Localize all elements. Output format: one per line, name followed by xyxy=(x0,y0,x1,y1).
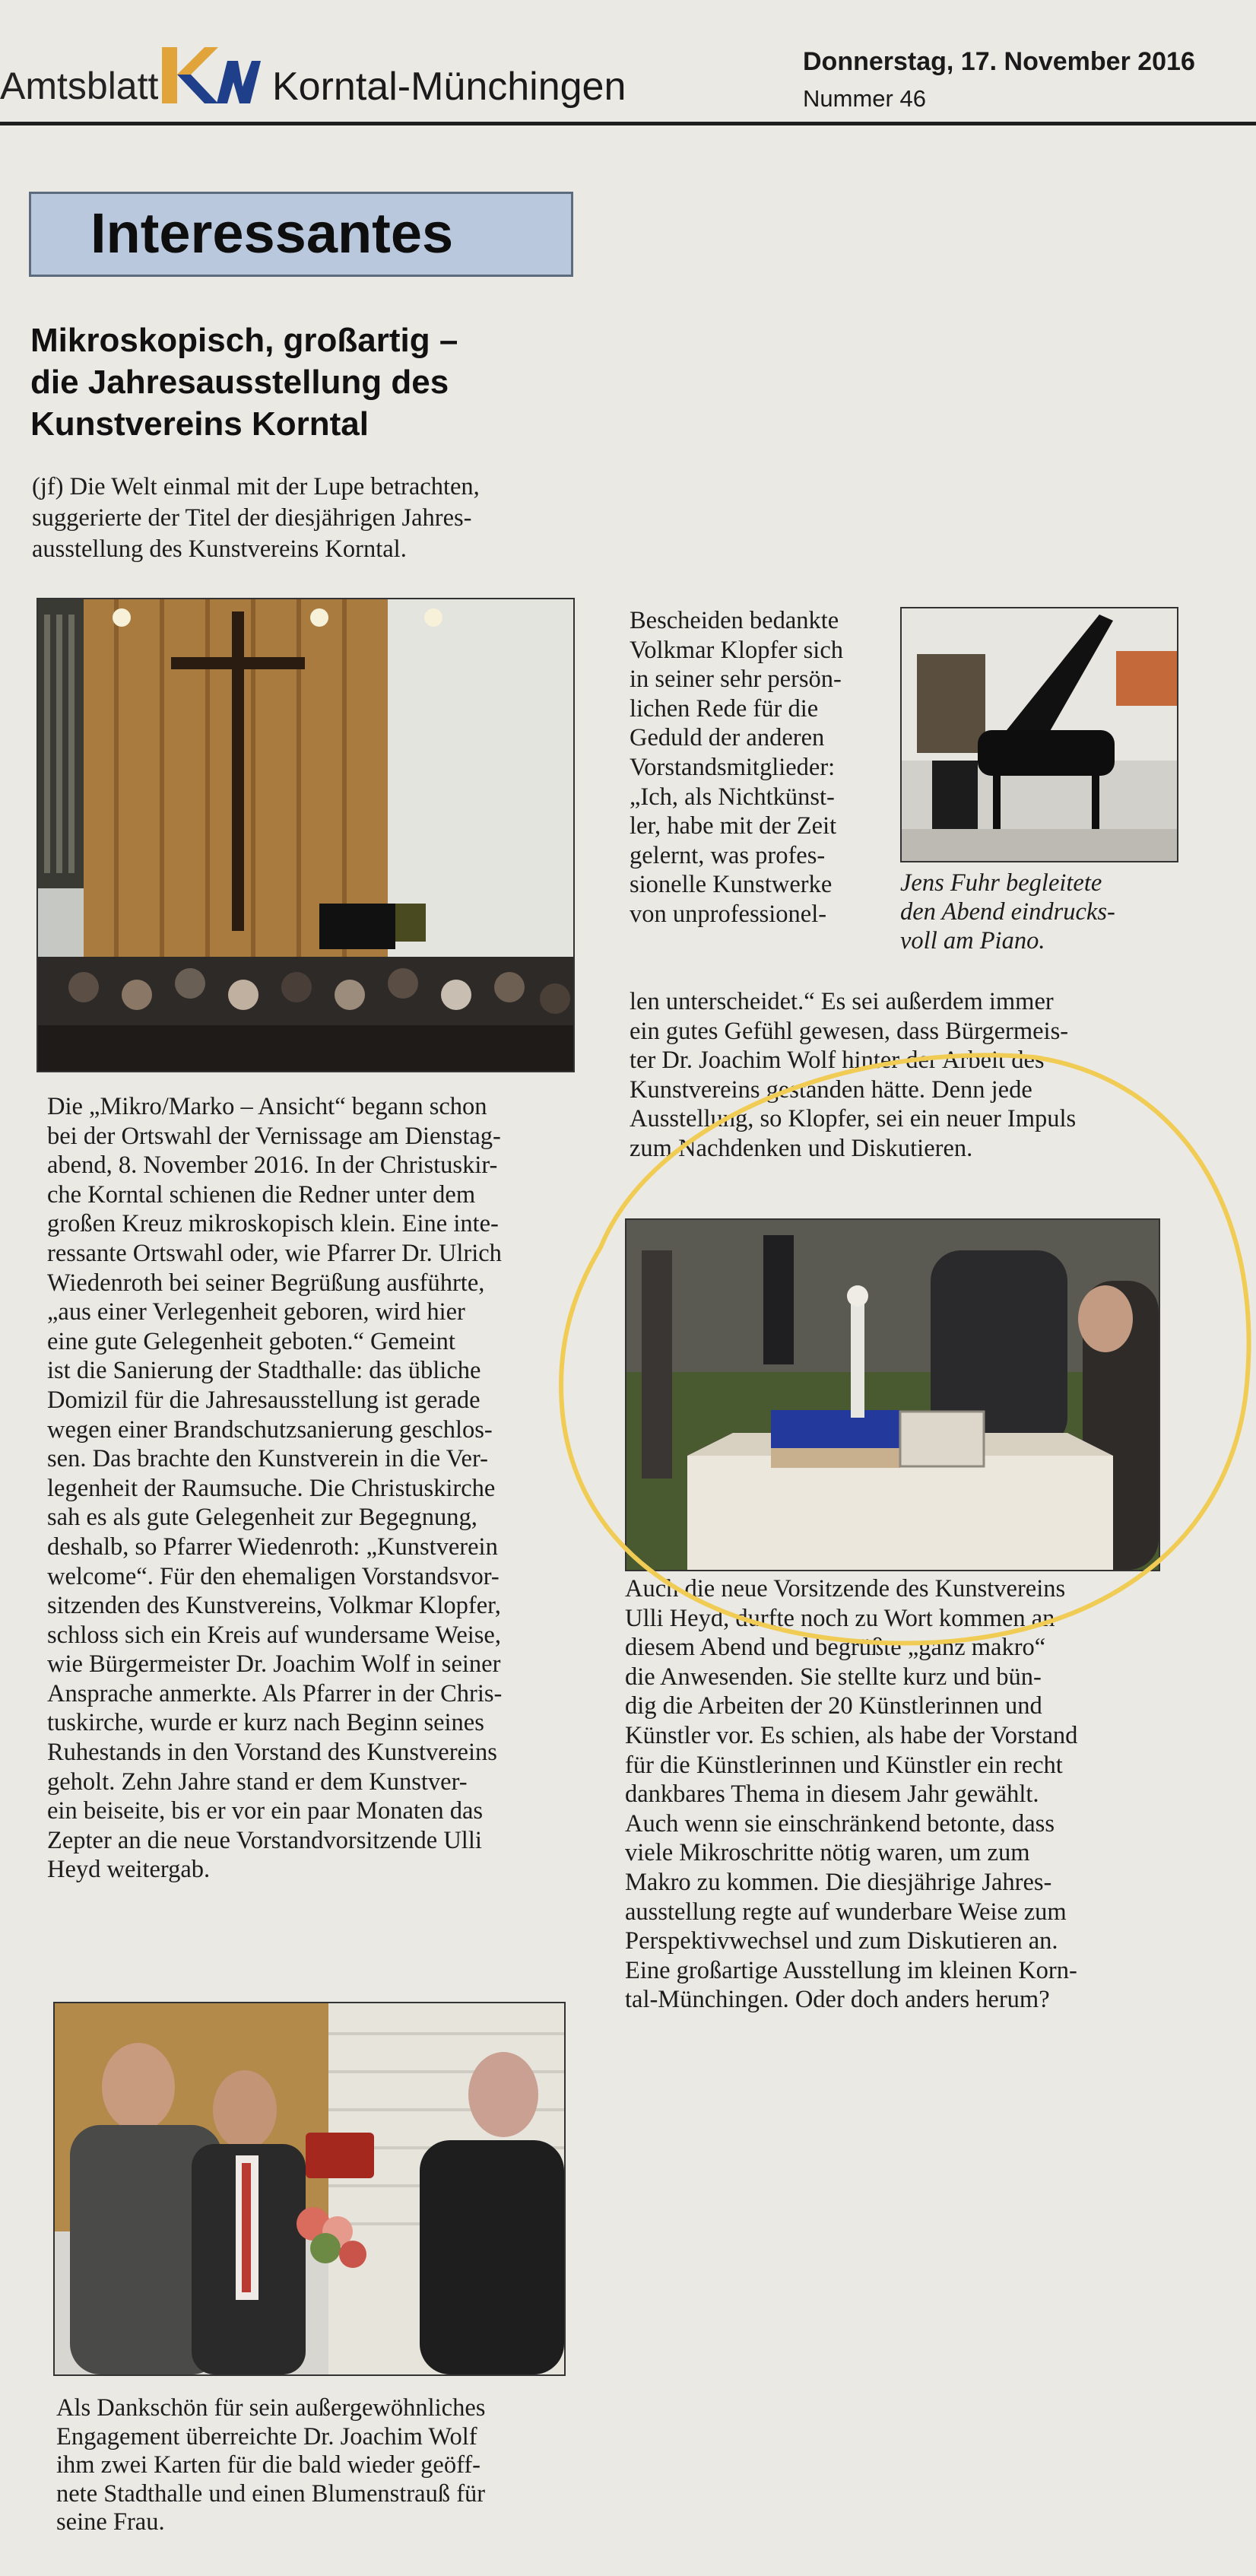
text-line: in seiner sehr persön- xyxy=(630,665,842,694)
intro-line: ausstellung des Kunstvereins Korntal. xyxy=(32,535,407,563)
text-line: für die Künstlerinnen und Künstler ein recht xyxy=(625,1751,1063,1779)
text-line: großen Kreuz mikroskopisch klein. Eine inte- xyxy=(47,1210,499,1238)
caption-line: den Abend eindrucks- xyxy=(900,898,1115,926)
text-line: eine gute Gelegenheit geboten.“ Gemeint xyxy=(47,1327,455,1355)
caption-line: seine Frau. xyxy=(56,2508,165,2536)
masthead-city: Korntal-Münchingen xyxy=(272,65,626,109)
text-line: „aus einer Verlegenheit geboren, wird hier xyxy=(47,1298,465,1326)
text-line: dig die Arbeiten der 20 Künstlerinnen und xyxy=(625,1692,1042,1720)
text-line: Auch die neue Vorsitzende des Kunstvereins xyxy=(625,1575,1066,1602)
text-line: Auch wenn sie einschränkend betonte, dass xyxy=(625,1809,1055,1838)
text-line: die Anwesenden. Sie stellte kurz und bün- xyxy=(625,1663,1042,1691)
intro-line: (jf) Die Welt einmal mit der Lupe betrachten, xyxy=(32,473,480,500)
handover-photo xyxy=(53,2002,566,2376)
headline-line: Kunstvereins Korntal xyxy=(30,405,369,443)
text-line: Ansprache anmerkte. Als Pfarrer in der Chris- xyxy=(47,1679,503,1707)
text-line: len unterscheidet.“ Es sei außerdem immer xyxy=(630,988,1054,1015)
piano-photo-caption xyxy=(900,869,1189,955)
text-line: Die „Mikro/Marko – Ansicht“ begann schon xyxy=(47,1093,487,1120)
text-line: wegen einer Brandschutzsanierung geschlos- xyxy=(47,1415,493,1444)
text-line: sitzenden des Kunstvereins, Volkmar Klopfer, xyxy=(47,1592,501,1620)
headline-line: die Jahresausstellung des xyxy=(30,364,449,401)
masthead-amtsblatt: Amtsblatt xyxy=(0,65,159,107)
masthead-rule xyxy=(0,122,1256,125)
km-logo-icon xyxy=(157,44,261,106)
text-line: Kunstvereins gestanden hätte. Denn jede xyxy=(630,1075,1032,1104)
col2-wide-text xyxy=(630,987,1177,1164)
text-line: tal-Münchingen. Oder doch anders herum? xyxy=(625,1986,1050,2014)
caption-line: ihm zwei Karten für die bald wieder geöff- xyxy=(56,2451,481,2479)
col1-body-text xyxy=(47,1092,579,1885)
text-line: von unprofessionel- xyxy=(630,900,827,928)
headline-line: Mikroskopisch, großartig – xyxy=(30,322,458,359)
text-line: sah es als gute Gelegenheit zur Begegnung, xyxy=(47,1504,477,1532)
text-line: dankbares Thema in diesem Jahr gewählt. xyxy=(625,1780,1039,1809)
piano-photo xyxy=(900,607,1178,862)
text-line: Ulli Heyd, durfte noch zu Wort kommen an xyxy=(625,1604,1055,1632)
col2-narrow-text xyxy=(630,606,888,929)
handover-photo-caption xyxy=(56,2394,588,2537)
exhibition-photo xyxy=(625,1218,1160,1571)
intro-line: suggerierte der Titel der diesjährigen Jahres- xyxy=(32,504,472,532)
text-line: Ausstellung, so Klopfer, sei ein neuer Impuls xyxy=(630,1105,1077,1133)
article-headline xyxy=(30,319,593,445)
church-interior-photo xyxy=(36,598,575,1072)
text-line: legenheit der Raumsuche. Die Christuskirche xyxy=(47,1474,496,1502)
text-line: Perspektivwechsel und zum Diskutieren an. xyxy=(625,1927,1058,1955)
caption-line: Jens Fuhr begleitete xyxy=(900,869,1102,897)
caption-line: Als Dankschön für sein außergewöhnliches xyxy=(56,2394,486,2422)
text-line: ist die Sanierung der Stadthalle: das übliche xyxy=(47,1357,481,1385)
text-line: sionelle Kunstwerke xyxy=(630,871,833,899)
text-line: ausstellung regte auf wunderbare Weise zum xyxy=(625,1898,1067,1926)
text-line: diesem Abend und begrüßte „ganz makro“ xyxy=(625,1634,1046,1662)
text-line: schloss sich ein Kreis auf wundersame Weise, xyxy=(47,1621,501,1649)
text-line: ressante Ortswahl oder, wie Pfarrer Dr. Ulrich xyxy=(47,1239,502,1267)
text-line: sen. Das brachte den Kunstverein in die Ver- xyxy=(47,1445,488,1473)
text-line: Volkmar Klopfer sich xyxy=(630,636,844,664)
text-line: Makro zu kommen. Die diesjährige Jahres- xyxy=(625,1868,1052,1896)
text-line: ter Dr. Joachim Wolf hinter der Arbeit des xyxy=(630,1047,1045,1075)
text-line: ler, habe mit der Zeit xyxy=(630,812,837,840)
text-line: viele Mikroschritte nötig waren, um zum xyxy=(625,1839,1030,1867)
text-line: abend, 8. November 2016. In der Christuskir- xyxy=(47,1151,498,1180)
text-line: Domizil für die Jahresausstellung ist gerade xyxy=(47,1386,481,1414)
text-line: Eine großartige Ausstellung im kleinen Korn- xyxy=(625,1956,1077,1984)
text-line: deshalb, so Pfarrer Wiedenroth: „Kunstverein xyxy=(47,1533,498,1561)
text-line: ein beiseite, bis er vor ein paar Monaten das xyxy=(47,1797,484,1825)
article-intro xyxy=(32,472,579,565)
text-line: Bescheiden bedankte xyxy=(630,607,839,634)
text-line: Wiedenroth bei seiner Begrüßung ausführte, xyxy=(47,1269,485,1297)
text-line: ein gutes Gefühl gewesen, dass Bürgermeis- xyxy=(630,1017,1069,1045)
text-line: „Ich, als Nichtkünst- xyxy=(630,783,835,811)
text-line: Zepter an die neue Vorstandvorsitzende Ulli xyxy=(47,1826,482,1854)
text-line: welcome“. Für den ehemaligen Vorstandsvor- xyxy=(47,1562,500,1590)
caption-line: Engagement überreichte Dr. Joachim Wolf xyxy=(56,2422,477,2451)
text-line: zum Nachdenken und Diskutieren. xyxy=(630,1134,973,1162)
text-line: Geduld der anderen xyxy=(630,724,825,752)
col2-body-text xyxy=(625,1574,1188,2015)
section-banner: Interessantes xyxy=(29,192,573,277)
text-line: tuskirche, wurde er kurz nach Beginn seines xyxy=(47,1709,484,1737)
issue-number: Nummer 46 xyxy=(803,85,926,112)
text-line: gelernt, was profes- xyxy=(630,841,826,869)
text-line: bei der Ortswahl der Vernissage am Dienstag- xyxy=(47,1122,501,1150)
text-line: Ruhestands in den Vorstand des Kunstvereins xyxy=(47,1739,497,1767)
text-line: Vorstandsmitglieder: xyxy=(630,753,836,781)
text-line: che Korntal schienen die Redner unter dem xyxy=(47,1180,476,1209)
text-line: geholt. Zehn Jahre stand er dem Kunstver- xyxy=(47,1768,468,1796)
caption-line: voll am Piano. xyxy=(900,927,1045,954)
text-line: lichen Rede für die xyxy=(630,694,819,723)
caption-line: nete Stadthalle und einen Blumenstrauß für xyxy=(56,2479,486,2508)
text-line: wie Bürgermeister Dr. Joachim Wolf in seiner xyxy=(47,1650,501,1679)
text-line: Künstler vor. Es schien, als habe der Vorstand xyxy=(625,1721,1078,1749)
issue-date: Donnerstag, 17. November 2016 xyxy=(803,47,1195,76)
text-line: Heyd weitergab. xyxy=(47,1856,211,1884)
